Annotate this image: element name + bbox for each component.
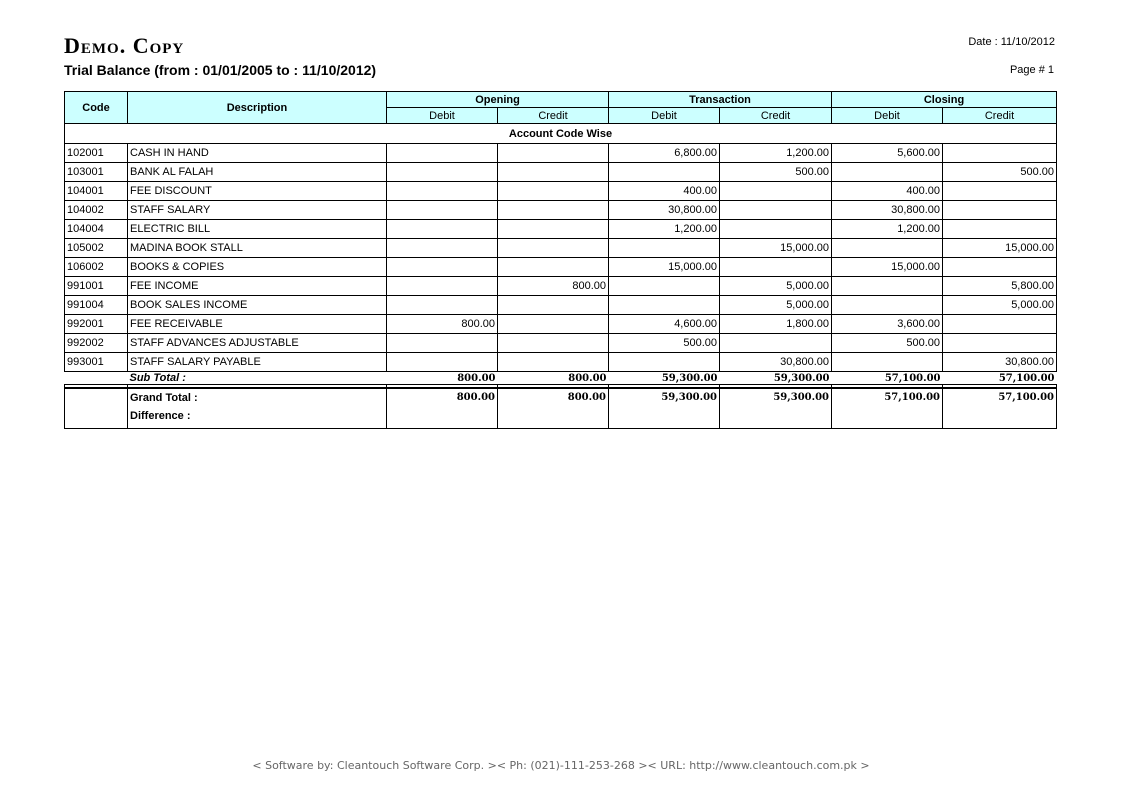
closing-credit: 5,800.00 bbox=[943, 277, 1057, 296]
table-row bbox=[65, 334, 1057, 353]
closing-debit: 3,600.00 bbox=[832, 315, 943, 334]
account-code: 991004 bbox=[65, 296, 128, 315]
opening-credit bbox=[498, 163, 609, 182]
opening-debit bbox=[387, 182, 498, 201]
subtotal-code-cell bbox=[65, 372, 128, 385]
closing-debit: 400.00 bbox=[832, 182, 943, 201]
transaction-debit bbox=[609, 277, 720, 296]
account-description: FEE RECEIVABLE bbox=[128, 315, 387, 334]
report-title: Trial Balance (from : 01/01/2005 to : 11/10/2012) bbox=[64, 62, 377, 78]
transaction-credit bbox=[720, 220, 832, 239]
closing-debit: 1,200.00 bbox=[832, 220, 943, 239]
subtotal-opening-credit: 800.00 bbox=[498, 372, 609, 385]
subtotal-row bbox=[65, 372, 1057, 385]
transaction-credit: 5,000.00 bbox=[720, 296, 832, 315]
col-header-closing-credit: Credit bbox=[943, 108, 1057, 124]
transaction-credit bbox=[720, 334, 832, 353]
opening-debit bbox=[387, 239, 498, 258]
company-name: Demo. Copy bbox=[64, 33, 185, 58]
table-row bbox=[65, 201, 1057, 220]
transaction-credit: 5,000.00 bbox=[720, 277, 832, 296]
opening-debit bbox=[387, 163, 498, 182]
transaction-debit bbox=[609, 353, 720, 372]
opening-debit bbox=[387, 220, 498, 239]
transaction-credit: 1,200.00 bbox=[720, 144, 832, 163]
account-description: FEE INCOME bbox=[128, 277, 387, 296]
table-row bbox=[65, 353, 1057, 372]
grand-total-transaction-debit: 59,300.00 bbox=[609, 388, 720, 410]
table-row bbox=[65, 163, 1057, 182]
closing-debit bbox=[832, 163, 943, 182]
opening-debit bbox=[387, 201, 498, 220]
subtotal-closing-credit: 57,100.00 bbox=[943, 372, 1057, 385]
transaction-debit: 400.00 bbox=[609, 182, 720, 201]
table-row bbox=[65, 296, 1057, 315]
closing-credit bbox=[943, 334, 1057, 353]
account-description: BOOKS & COPIES bbox=[128, 258, 387, 277]
opening-credit bbox=[498, 258, 609, 277]
grand-total-transaction-credit: 59,300.00 bbox=[720, 388, 832, 410]
opening-debit bbox=[387, 277, 498, 296]
col-header-transaction-debit: Debit bbox=[609, 108, 720, 124]
closing-debit: 5,600.00 bbox=[832, 144, 943, 163]
opening-credit bbox=[498, 353, 609, 372]
account-code: 103001 bbox=[65, 163, 128, 182]
subtotal-closing-debit: 57,100.00 bbox=[832, 372, 943, 385]
table-row bbox=[65, 182, 1057, 201]
account-description: STAFF SALARY PAYABLE bbox=[128, 353, 387, 372]
closing-debit bbox=[832, 239, 943, 258]
transaction-debit: 1,200.00 bbox=[609, 220, 720, 239]
opening-credit bbox=[498, 239, 609, 258]
transaction-credit: 500.00 bbox=[720, 163, 832, 182]
account-code: 991001 bbox=[65, 277, 128, 296]
col-header-closing-debit: Debit bbox=[832, 108, 943, 124]
col-header-opening-debit: Debit bbox=[387, 108, 498, 124]
account-code: 104004 bbox=[65, 220, 128, 239]
closing-debit: 500.00 bbox=[832, 334, 943, 353]
transaction-debit: 30,800.00 bbox=[609, 201, 720, 220]
account-description: BANK AL FALAH bbox=[128, 163, 387, 182]
subtotal-opening-debit: 800.00 bbox=[387, 372, 498, 385]
account-code: 104001 bbox=[65, 182, 128, 201]
transaction-credit bbox=[720, 182, 832, 201]
opening-credit bbox=[498, 220, 609, 239]
opening-credit bbox=[498, 144, 609, 163]
account-code: 992001 bbox=[65, 315, 128, 334]
account-code: 106002 bbox=[65, 258, 128, 277]
opening-credit bbox=[498, 296, 609, 315]
transaction-credit: 30,800.00 bbox=[720, 353, 832, 372]
account-code: 105002 bbox=[65, 239, 128, 258]
closing-credit bbox=[943, 182, 1057, 201]
grand-total-closing-credit: 57,100.00 bbox=[943, 388, 1057, 410]
opening-debit bbox=[387, 353, 498, 372]
table-row bbox=[65, 220, 1057, 239]
table-row bbox=[65, 239, 1057, 258]
transaction-debit: 500.00 bbox=[609, 334, 720, 353]
difference-row bbox=[65, 410, 1057, 429]
subtotal-transaction-credit: 59,300.00 bbox=[720, 372, 832, 385]
col-header-opening: Opening bbox=[387, 92, 609, 108]
software-footer: < Software by: Cleantouch Software Corp. >< Ph: (021)-111-253-268 >< URL: http://www.cleantouch.com.pk > bbox=[252, 759, 870, 772]
opening-debit bbox=[387, 258, 498, 277]
account-description: STAFF SALARY bbox=[128, 201, 387, 220]
grand-total-opening-debit: 800.00 bbox=[387, 388, 498, 410]
closing-credit: 5,000.00 bbox=[943, 296, 1057, 315]
closing-debit: 15,000.00 bbox=[832, 258, 943, 277]
opening-debit bbox=[387, 334, 498, 353]
transaction-debit bbox=[609, 163, 720, 182]
table-row bbox=[65, 277, 1057, 296]
account-description: CASH IN HAND bbox=[128, 144, 387, 163]
closing-credit: 15,000.00 bbox=[943, 239, 1057, 258]
account-rows bbox=[65, 144, 1057, 372]
closing-credit bbox=[943, 258, 1057, 277]
transaction-debit bbox=[609, 296, 720, 315]
difference-label: Difference : bbox=[128, 410, 387, 429]
closing-credit: 30,800.00 bbox=[943, 353, 1057, 372]
page-number: Page # 1 bbox=[1009, 64, 1054, 76]
col-header-code: Code bbox=[65, 92, 128, 124]
table-row bbox=[65, 258, 1057, 277]
opening-debit: 800.00 bbox=[387, 315, 498, 334]
account-code: 993001 bbox=[65, 353, 128, 372]
closing-debit bbox=[832, 296, 943, 315]
col-header-transaction-credit: Credit bbox=[720, 108, 832, 124]
col-header-transaction: Transaction bbox=[609, 92, 832, 108]
account-description: FEE DISCOUNT bbox=[128, 182, 387, 201]
report-date: Date : 11/10/2012 bbox=[968, 36, 1055, 48]
col-header-description: Description bbox=[128, 92, 387, 124]
transaction-debit: 15,000.00 bbox=[609, 258, 720, 277]
closing-credit bbox=[943, 220, 1057, 239]
transaction-debit bbox=[609, 239, 720, 258]
closing-credit bbox=[943, 315, 1057, 334]
opening-debit bbox=[387, 144, 498, 163]
opening-credit bbox=[498, 182, 609, 201]
closing-credit: 500.00 bbox=[943, 163, 1057, 182]
opening-credit bbox=[498, 334, 609, 353]
account-description: BOOK SALES INCOME bbox=[128, 296, 387, 315]
transaction-credit: 15,000.00 bbox=[720, 239, 832, 258]
col-header-closing: Closing bbox=[832, 92, 1057, 108]
account-code: 104002 bbox=[65, 201, 128, 220]
closing-debit: 30,800.00 bbox=[832, 201, 943, 220]
account-description: ELECTRIC BILL bbox=[128, 220, 387, 239]
col-header-opening-credit: Credit bbox=[498, 108, 609, 124]
table-row bbox=[65, 315, 1057, 334]
account-description: STAFF ADVANCES ADJUSTABLE bbox=[128, 334, 387, 353]
closing-debit bbox=[832, 353, 943, 372]
grand-total-label: Grand Total : bbox=[128, 388, 387, 410]
account-description: MADINA BOOK STALL bbox=[128, 239, 387, 258]
section-heading: Account Code Wise bbox=[65, 124, 1057, 144]
grand-total-code-cell bbox=[65, 388, 128, 410]
transaction-credit bbox=[720, 201, 832, 220]
grand-total-opening-credit: 800.00 bbox=[498, 388, 609, 410]
opening-credit bbox=[498, 315, 609, 334]
opening-credit: 800.00 bbox=[498, 277, 609, 296]
opening-credit bbox=[498, 201, 609, 220]
closing-credit bbox=[943, 201, 1057, 220]
closing-debit bbox=[832, 277, 943, 296]
transaction-debit: 6,800.00 bbox=[609, 144, 720, 163]
subtotal-label: Sub Total : bbox=[128, 372, 387, 385]
transaction-credit: 1,800.00 bbox=[720, 315, 832, 334]
subtotal-transaction-debit: 59,300.00 bbox=[609, 372, 720, 385]
opening-debit bbox=[387, 296, 498, 315]
table-row bbox=[65, 144, 1057, 163]
account-code: 992002 bbox=[65, 334, 128, 353]
account-code: 102001 bbox=[65, 144, 128, 163]
trial-balance-table bbox=[64, 91, 1057, 429]
grand-total-row bbox=[65, 388, 1057, 410]
grand-total-closing-debit: 57,100.00 bbox=[832, 388, 943, 410]
transaction-credit bbox=[720, 258, 832, 277]
closing-credit bbox=[943, 144, 1057, 163]
transaction-debit: 4,600.00 bbox=[609, 315, 720, 334]
